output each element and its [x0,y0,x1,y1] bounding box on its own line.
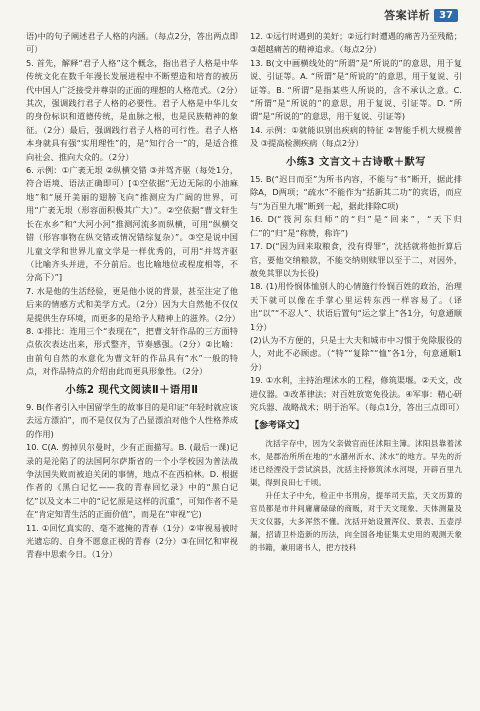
right-column [250,30,462,554]
page-header [384,6,458,24]
answer-paragraph: 15. B(“迟日而至”为所书内容，不能与“书”断开，据此排除A，D两项；“疏水”不能作为“括新其二功”的宾语，而应与“为百里九堰”断到一起，据此排除C项) [250,174,462,211]
answer-paragraph: 14. 示例：①就能识别出疾病的特征 ②智能手机大规模普及 ③提高检测疾病（每点2分） [250,124,462,149]
page-number-badge: 37 [434,9,458,22]
answer-paragraph: 18. (1)用怜悯体恤别人的心情施行怜悯百姓的政治，治理天下就可以像在手掌心里运转东西一样容易了。（译出“以”“不忍人”、状语后置句“运之掌上”各1分，句意通顺1分） [250,281,462,332]
reference-translation-title: 【参考译文】 [250,421,305,432]
answer-paragraph: (2)认为不方便的，只是士大夫和城市中习惯于免除服役的人，对此不必顾虑。（“特”“复除”“恤”各1分，句意通顺1分） [250,334,462,372]
answer-paragraph: 8. ①排比：连用三个“表现在”，把曹文轩作品的三方面特点依次表达出来，形式整齐，节奏感强。（2分）②比喻：由前句自然的水意化为曹文轩的作品具有“水”一般的特点，对作品特点的介绍由此而更具形象性。（2分） [26,325,238,377]
answer-paragraph: 16. D(“筏河东归师”的“归”是“回来”，“天下归仁”的“归”是“称赞，称许”) [250,214,462,238]
answer-paragraph: 19. ①水利，主持治理沭水的工程，修筑渠堰。②天文，改进仪器。③改革律法；对百姓放宽免役法。④军事：精心研究兵器、战略战术；明于治军。（每点1分，答出三点即可） [250,375,464,412]
answer-paragraph: 12. ①远行时遇到的美好；②远行时遭遇的痛苦乃至残酷；③超越痛苦的精神追求。（每点2分） [250,31,462,55]
answer-paragraph: 17. D(“因为回来取粮食，没有得罪”，沈括就将他折算后官，要他交纳粮款，不能交纳则赎罪以至于二，对因外，赦免其罪以为长役) [250,241,462,278]
answer-paragraph: 5. 首先，解释“君子人格”这个概念，指出君子人格是中华传统文化在数千年漫长发展进程中不断塑造和培育的被历代中国人广泛接受并尊崇的正面的理想的人格范式。（2分）其次，强调践行君子人格的必要性。君子人格是中华儿女的身份标识和道德传统，是血脉之根，也是民族精神的象征。（2分）最后，强调践行君子人格的可行性。君子人格本身就具有强“实用理性”的，是“知行合一”的，是适合推向社会、推向大众的。（2分） [26,57,238,162]
answer-paragraph: 10. C(A. 剪掉贝尔曼时，少有正面描写。B. (最后一课)记录的是沦陷了的法国阿尔萨斯省的一个小学校因为普法战争法国失败而被迫关闭的事情，地点不在西柏林。D. 根据作者的《黑白记忆——我的青春回忆录》中的“黑白记忆”以及文本二中的“记忆原是这样的沉重”，可知作者不是在“肯定知青生活的正面价值”，而是在“审视”它) [26,442,238,520]
section-title: 小练2 现代文阅读Ⅱ＋语用Ⅱ [65,384,199,396]
reference-translation-paragraph: 升任太子中允，检正中书刑房，提举司天监，天文历算的官员都是市井间庸庸碌碌的商贩，对于天文现象、天体测量及天文仪器，大多浑然不懂。沈括开始设置浑仪、景表、五壶浮漏，招请卫朴造新的历法，向全国各地征集太史用的观测天象的书籍，兼用诸书人，把方技科 [250,490,462,552]
answer-paragraph: 语)中的句子阐述君子人格的内涵。（每点2分，答出两点即可） [26,31,238,55]
left-column [26,30,238,562]
answer-paragraph: 13. B(文中画横线处的“所谓”是“所说的”的意思，用于复说、引证等。A. “所谓”是“所说的”的意思，用于复说、引证等。B. “所谓”是指某些人所说的，含不承认之意。C. “所谓”是“所说的”的意思，用于复说、引证等。D. “所谓”是“所说的”的意思，用于复说、引证等) [250,57,462,122]
section-title: 小练3 文言文＋古诗歌＋默写 [286,156,426,168]
reference-translation-paragraph: 沈括字存中，因为父亲做官而任沭阳主簿。沭阳县靠着沭水，是郡治所所在地的“水潴州沂水、沭水”的地方。早先的沂述已经湮没于尝试滨县，沈括主持修筑沭水河堤，开辟百里九渠，得到良田七千顷。 [250,438,462,487]
answer-paragraph: 9. B(作者引入中国留学生的故事目的是印证“年轻时就应该去远方漂泊”，而不是仅仅为了凸显漂泊对他个人性格养成的作用) [26,401,238,439]
answer-paragraph: 11. ①回忆真实的、毫不遮掩的青春（1分）②审视易被时光遗忘的、自身不愿意正视的青春（2分）③在回忆和审视青春中思索今日。（1分） [26,522,238,560]
header-title: 答案详析 [384,9,431,22]
answer-paragraph: 7. 水是他的生活经验，更是他小说的背景，甚至注定了他后来的情感方式和美学方式。（2分）因为大自然他不仅仅是提供生存环境，而更多的是给予人精神上的滋养。（2分） [26,285,240,323]
answer-paragraph: 6. 示例：①广袤无垠 ②纵横交错 ③并驾齐驱（每处1分，符合语境、语法正确即可）[①空依据“无边无际的小油麻地”和“展开美丽的翅膀飞向”推测应为广阔的世界，可用“广袤无垠（形容面积极其广大）”。②空依据“曹文轩生长在水乡”和“大河小河”推测河流多而纵横，可用“纵横交错（形容事物在纵交错或情况错综复杂）”。③空是说中国儿童文学和世界儿童文学是一样优秀的，可用“并驾齐驱（比喻齐头并进，不分前后。也比喻地位或程度相等，不分高下）”] [26,165,238,283]
